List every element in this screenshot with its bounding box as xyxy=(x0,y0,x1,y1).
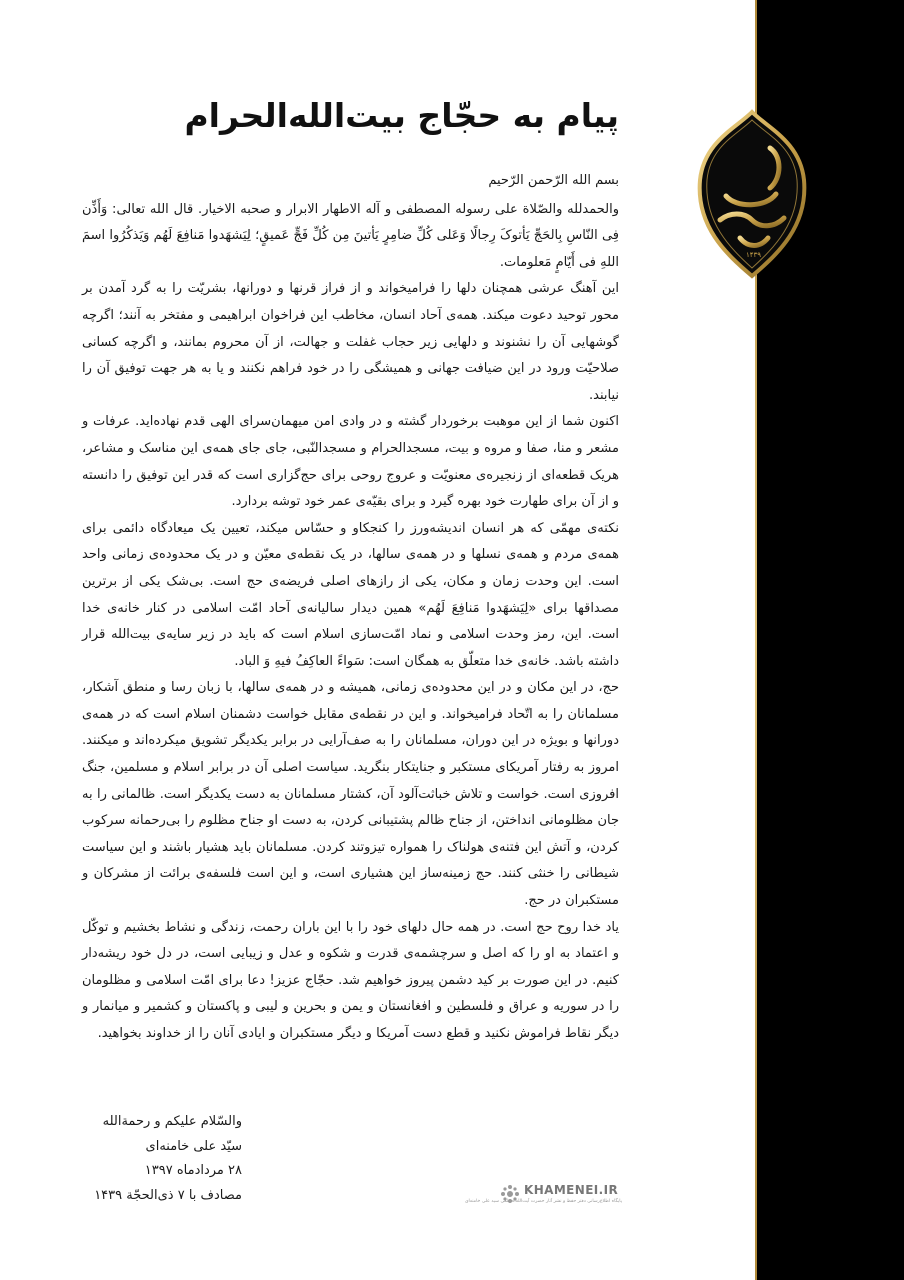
logo-site-name: KHAMENEI.IR xyxy=(524,1183,619,1197)
basmala: بسم الله الرّحمن الرّحیم xyxy=(488,173,619,188)
paragraph: والحمدلله والصّلاة علی رسوله المصطفی و آله الاطهار الابرار و صحبه الاخیار. قال الله تعالی: وَأَذِّن فِی النّاسِ بِالحَجِّ یَأتوکَ رِجالًا وَعَلی کُلِّ ضامِرٍ یَأتینَ مِن کُلِّ فَجٍّ عَمیقٍ؛ لِیَشهَدوا مَنافِعَ لَهُم وَیَذکُرُوا اسمَ اللهِ فی أَیّامٍ مَعلومات. xyxy=(82,201,619,270)
allahu-akbar-emblem-icon xyxy=(696,108,808,280)
paragraph: نکته‌ی مهمّی که هر انسان اندیشه‌ورز را کنجکاو و حسّاس میکند، تعیین یک میعادگاه دائمی برای همه‌ی مردم و همه‌ی نسلها و در همه‌ی سالها، در یک نقطه‌ی معیّن و در یک محدوده‌ی زمانی واحد است. این وحدت زمان و مکان، یکی از رازهای اصلی فریضه‌ی حج است. بی‌شک یکی از برترین مصداقها برای «لِیَشهَدوا مَنافِعَ لَهُم» همین دیدار سالیانه‌ی آحاد امّت اسلامی در کنار خانه‌ی خدا است. این، رمز وحدت اسلامی و نماد امّت‌سازی اسلام است که باید در زیر سایه‌ی بیت‌الله قرار داشته باشد. خانه‌ی خدا متعلّق به همگان است: سَواءً العاکِفُ فیهِ وَ الباد. xyxy=(82,520,619,669)
khamenei-logo xyxy=(464,1180,624,1214)
date-solar: ۲۸ مردادماه ۱۳۹۷ xyxy=(144,1163,242,1178)
message-body xyxy=(82,168,619,1048)
paragraph: حج، در این مکان و در این محدوده‌ی زمانی، همیشه و در همه‌ی سالها، با زبان رسا و منطق آشکار، مسلمانان را به اتّحاد فرامیخواند. و این در نقطه‌ی مقابل خواست دشمنان اسلام است که در همه‌ی دورانها و بویژه در این دوران، مسلمانان را به صف‌آرایی در برابر یکدیگر تشویق میکرده‌اند و میکنند. امروز به رفتار آمریکای مستکبر و جنایتکار بنگرید. سیاست اصلی آن در برابر اسلام و مسلمین، جنگ افروزی است. خواست و تلاش خباثت‌آلود آن، کشتار مسلمانان به دست یکدیگر است. ظالمانی را به جان مظلومانی انداختن، از جناح ظالم پشتیبانی کردن، به دست او جناح مظلوم را بی‌رحمانه سرکوب کردن، و آتش این فتنه‌ی هولناک را همواره تیزوتند کردن. مسلمانان باید هشیار باشند و این سیاست شیطانی را خنثی کنند. حج زمینه‌ساز این هشیاری است، و این است فلسفه‌ی برائت از مشرکان و مستکبران در حج. xyxy=(82,680,619,909)
logo-tagline: پایگاه اطلاع‌رسانی دفتر حفظ و نشر آثار حضرت آیت‌الله‌العظمی سید علی خامنه‌ای xyxy=(464,1199,622,1204)
author-name: سیّد علی خامنه‌ای xyxy=(145,1138,242,1154)
closing-salutation: والسّلام علیکم و رحمة‌الله xyxy=(102,1114,242,1129)
paragraph: اکنون شما از این موهبت برخوردار گشته و در وادی امن میهمان‌سرای الهی قدم نهاده‌اید. عرفات و مشعر و منا، صفا و مروه و بیت، مسجدالحرام و مسجدالنّبی، جای جای همه‌ی این مناسک و مشاعر، هریک قطعه‌ای از زنجیره‌ی معنویّت و عروج روحی برای حج‌گزاری است که قدر این توفیق را دانسته و از آن برای طهارت خود بهره گیرد و برای بقیّه‌ی عمر خود توشه بردارد. xyxy=(82,414,619,510)
page-title: پیام به حجّاج بیت‌الله‌الحرام xyxy=(184,96,619,135)
signature-block xyxy=(94,1110,242,1208)
paragraph: این آهنگ عرشی همچنان دلها را فرامیخواند و از فراز قرنها و دورانها، بشریّت را به گرد آمدن بر محور توحید دعوت میکند. همه‌ی آحاد انسان، مخاطب این فراخوان ابراهیمی و مفتخر به آنند؛ اگرچه گوشهایی آن را نشنوند و دلهایی زیر حجاب غفلت و جهالت، از آن محروم بمانند، و اگرچه کسانی صلاحیّت ورود در این ضیافت جهانی و همیشگی را در خود فراهم نکنند و یا به هر جهت توفیق آن را نیابند. xyxy=(82,281,619,403)
emblem-number: ۱۴۳۹ xyxy=(746,251,762,259)
paragraph: یاد خدا روح حج است. در همه حال دلهای خود را با این باران رحمت، زندگی و نشاط بخشیم و توکّل و اعتماد به او را که اصل و سرچشمه‌ی قدرت و شکوه و عدل و زیبایی است، در دل خود ریشه‌دار کنیم. در این صورت بر کید دشمن پیروز خواهیم شد. حجّاج عزیز! دعا برای امّت اسلامی و مظلومان را در سوریه و عراق و فلسطین و افغانستان و یمن و بحرین و لیبی و پاکستان و کشمیر و میانمار و دیگر نقاط فراموش نکنید و قطع دست آمریکا و دیگر مستکبران و ایادی آنان را از خداوند بخواهید. xyxy=(82,919,619,1041)
date-lunar: مصادف با ۷ ذی‌الحجّة ۱۴۳۹ xyxy=(94,1187,242,1203)
